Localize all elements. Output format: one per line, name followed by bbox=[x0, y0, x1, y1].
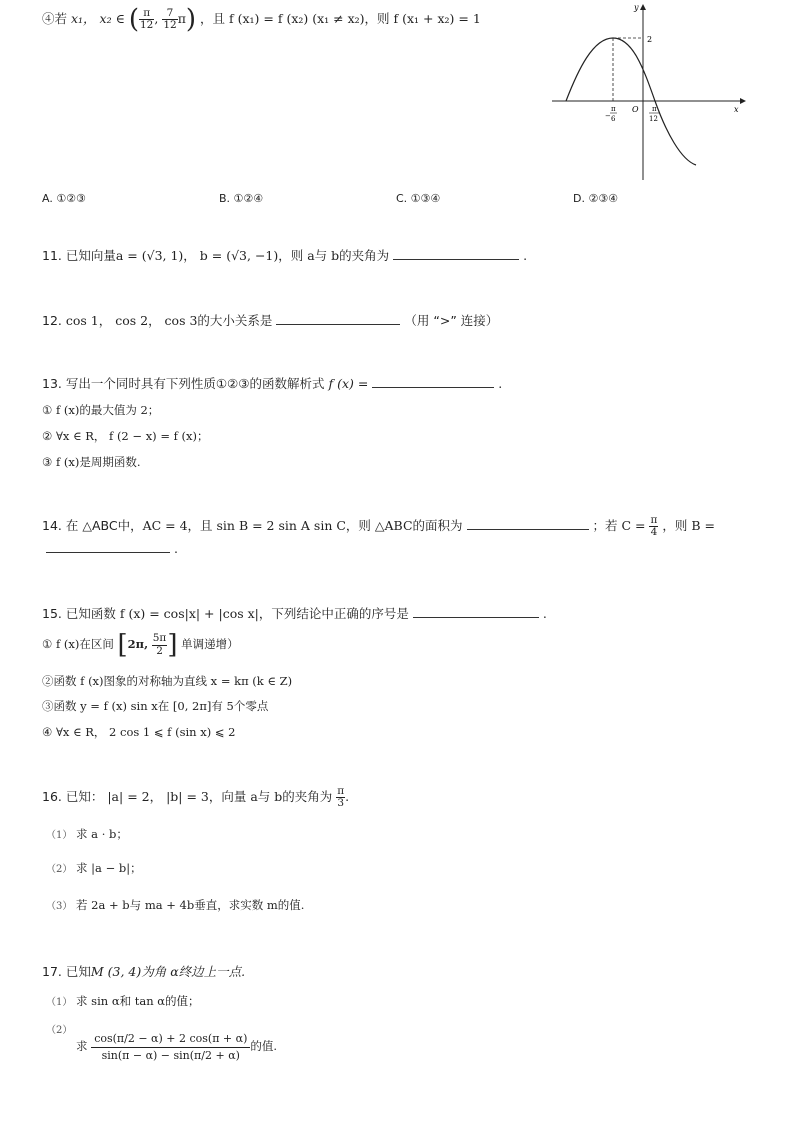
q13-item-1: ① f (x)的最大值为 2； bbox=[42, 403, 160, 417]
q12-suffix: （用 “>” 连接） bbox=[404, 313, 499, 328]
q16-part-1 bbox=[46, 826, 128, 842]
q10-frac-2: $\frac{7}{12}$ bbox=[163, 6, 177, 31]
q16-suffix: . bbox=[345, 789, 350, 804]
q11-body: a = (√3, 1)， b = (√3, −1)，则 a与 b的夹角为 bbox=[115, 248, 390, 263]
q13-item-3: ③ f (x)是周期函数. bbox=[42, 455, 141, 469]
q16-frac: $\frac{\pi}{3}$ bbox=[337, 784, 345, 809]
q15-prefix: 15. 已知函数 bbox=[42, 606, 116, 621]
q17-part1-num: （1） bbox=[46, 997, 73, 1008]
q17-part2-pre: 求 bbox=[76, 1039, 88, 1053]
q14-end: . bbox=[173, 541, 178, 556]
q17-part2-num: （2） bbox=[46, 1025, 73, 1036]
q17-part-2 bbox=[46, 1024, 277, 1068]
q16-part-3 bbox=[46, 897, 304, 913]
q10-frac-1: $\frac{\pi}{12}$ bbox=[139, 6, 154, 31]
x-axis-arrow bbox=[740, 98, 746, 104]
q16-body: |a| = 2， |b| = 3，向量 a与 b的夹角为 bbox=[107, 789, 333, 804]
q10-frac2-tail: π bbox=[177, 11, 186, 26]
right-paren: ) bbox=[185, 4, 197, 35]
q16-part3-num: （3） bbox=[46, 901, 73, 912]
comma: , bbox=[154, 11, 159, 26]
q11-suffix: . bbox=[523, 248, 528, 263]
question-14 bbox=[42, 511, 715, 541]
right-bracket: ] bbox=[167, 630, 178, 660]
q15-item-3: ③函数 y = f (x) sin x在 [0, 2π]有 5个零点 bbox=[42, 699, 269, 713]
q11-prefix: 11. 已知向量 bbox=[42, 248, 116, 263]
q16-part2-text: 求 |a − b|； bbox=[76, 861, 142, 875]
q10-option-4 bbox=[42, 4, 481, 34]
q16-part-2 bbox=[46, 860, 142, 876]
q15-item-1 bbox=[42, 628, 239, 660]
q15-item1-pre: ① f (x)在区间 bbox=[42, 637, 114, 651]
q12-prefix: 12. bbox=[42, 313, 62, 328]
tick-left-num: π bbox=[611, 105, 616, 113]
tick-left-sign: − bbox=[605, 112, 611, 120]
tick-left-den: 6 bbox=[611, 115, 616, 123]
x-axis-label: x bbox=[734, 105, 739, 114]
q13-answer-blank[interactable] bbox=[372, 375, 494, 388]
q10-choice-b[interactable]: B. ①②④ bbox=[219, 192, 264, 205]
q14-area-blank[interactable] bbox=[467, 517, 589, 530]
q12-answer-blank[interactable] bbox=[276, 312, 400, 325]
question-15 bbox=[42, 604, 547, 622]
q15-item-4: ④ ∀x ∈ R， 2 cos 1 ⩽ f (sin x) ⩽ 2 bbox=[42, 725, 236, 739]
q15-item1-a: 2π, bbox=[127, 637, 149, 651]
q11-answer-blank[interactable] bbox=[393, 247, 519, 260]
q17-part2-post: 的值. bbox=[250, 1039, 278, 1053]
origin-label: O bbox=[632, 105, 639, 114]
q14-line-2 bbox=[46, 540, 178, 556]
left-bracket: [ bbox=[117, 630, 128, 660]
max-value-label: 2 bbox=[647, 35, 653, 44]
q10-opt4-post: ，且 f (x₁) = f (x₂) (x₁ ≠ x₂)，则 f (x₁ + x₂) = 1 bbox=[200, 11, 481, 26]
q13-suffix: . bbox=[498, 376, 503, 391]
q16-part1-text: 求 a · b； bbox=[76, 827, 128, 841]
y-axis-label: y bbox=[634, 3, 639, 12]
q13-body: f (x) = bbox=[328, 376, 369, 391]
q14-body: AC = 4，且 sin B = 2 sin A sin C，则 △ABC的面积为 bbox=[142, 518, 463, 533]
left-paren: ( bbox=[128, 4, 139, 35]
q10-opt4-vars: x₁， x₂ ∈ bbox=[71, 11, 125, 26]
q14-tail: ，则 B = bbox=[662, 518, 715, 533]
q10-choice-d[interactable]: D. ②③④ bbox=[573, 192, 619, 205]
tick-right-num: π bbox=[652, 105, 657, 113]
q17-prefix: 17. 已知 bbox=[42, 964, 91, 979]
q17-body: M (3, 4)为角 α终边上一点. bbox=[90, 964, 246, 979]
q15-suffix: . bbox=[542, 606, 547, 621]
q16-part2-num: （2） bbox=[46, 864, 73, 875]
q17-part-1 bbox=[46, 993, 200, 1009]
q10-sine-graph bbox=[548, 0, 748, 185]
q13-item-2: ② ∀x ∈ R， f (2 − x) = f (x)； bbox=[42, 429, 209, 443]
q10-opt4-pre: ④若 bbox=[42, 11, 68, 26]
question-13 bbox=[42, 374, 502, 392]
question-16 bbox=[42, 782, 349, 812]
question-12 bbox=[42, 311, 498, 329]
q14-frac: $\frac{\pi}{4}$ bbox=[650, 513, 658, 538]
q10-choice-a[interactable]: A. ①②③ bbox=[42, 192, 86, 205]
q15-body: f (x) = cos|x| + |cos x|，下列结论中正确的序号是 bbox=[119, 606, 409, 621]
q16-prefix: 16. 已知： bbox=[42, 789, 104, 804]
q14-angle-blank[interactable] bbox=[46, 540, 170, 553]
q12-body: cos 1， cos 2， cos 3的大小关系是 bbox=[65, 313, 273, 328]
q15-answer-blank[interactable] bbox=[413, 605, 539, 618]
q16-part1-num: （1） bbox=[46, 830, 73, 841]
question-17 bbox=[42, 962, 245, 980]
q13-prefix: 13. 写出一个同时具有下列性质①②③的函数解析式 bbox=[42, 376, 325, 391]
q15-item-2: ②函数 f (x)图象的对称轴为直线 x = kπ (k ∈ Z) bbox=[42, 674, 293, 688]
q17-part1-text: 求 sin α和 tan α的值； bbox=[76, 994, 200, 1008]
tick-right-den: 12 bbox=[649, 115, 658, 123]
q15-item1-frac: $\frac{5\pi}{2}$ bbox=[152, 632, 167, 657]
q10-choice-c[interactable]: C. ①③④ bbox=[396, 192, 441, 205]
q15-item1-post: 单调递增） bbox=[181, 637, 239, 651]
q14-mid: ；若 C = bbox=[592, 518, 646, 533]
question-11 bbox=[42, 246, 527, 264]
q17-part2-frac: $\frac{\cos(\pi/2 - \alpha) + 2 \cos(\pi + \alpha)}{\sin(\pi - \alpha) - \sin(\pi/2 + \alpha)}$ bbox=[91, 1033, 250, 1061]
y-axis-arrow bbox=[640, 4, 646, 10]
q14-prefix: 14. 在 △ABC中， bbox=[42, 518, 143, 533]
q16-part3-text: 若 2a + b与 ma + 4b垂直，求实数 m的值. bbox=[76, 898, 305, 912]
